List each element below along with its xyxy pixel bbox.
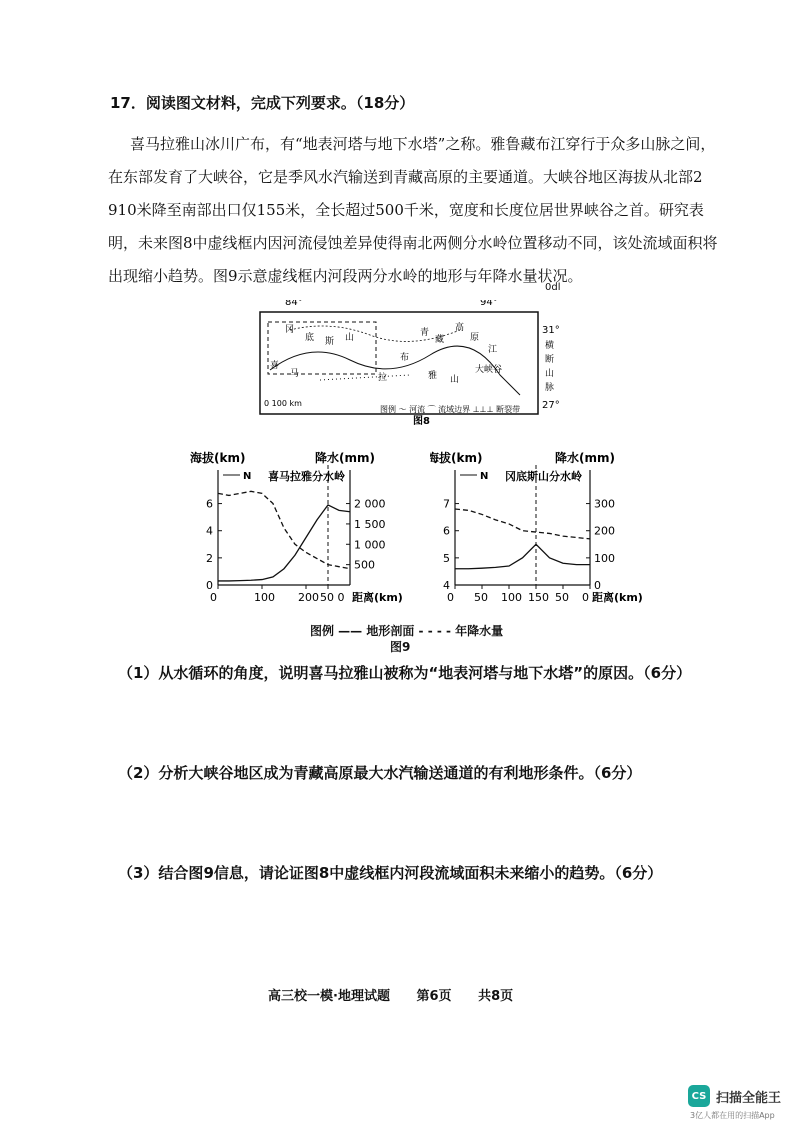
- chart-title: 冈底斯山分水岭: [505, 470, 582, 483]
- map-place: 山: [545, 369, 555, 379]
- precipitation-line: [455, 509, 590, 539]
- map-place: 青: [420, 328, 430, 338]
- terrain-line: [218, 505, 350, 581]
- x-tick-label: 0: [447, 591, 454, 604]
- margin-mark: 0dl: [545, 282, 561, 293]
- figure9-caption: 图9: [390, 640, 411, 654]
- footer-page: 第6页: [416, 989, 452, 1004]
- map-place: 藏: [435, 335, 445, 345]
- terrain-line: [455, 544, 590, 568]
- y-tick-label: 2: [206, 551, 213, 565]
- y-tick-label: 7: [443, 497, 450, 511]
- lat-label: 27°: [542, 400, 560, 411]
- x-axis-label: 距离(km): [592, 591, 643, 604]
- page-footer: [268, 985, 535, 1004]
- y2-tick-label: 200: [594, 524, 615, 538]
- lat-label: 31°: [542, 325, 560, 336]
- y2-tick-label: 300: [594, 497, 615, 511]
- map-place: 冈: [285, 325, 295, 335]
- map-place: 布: [400, 353, 410, 363]
- map-place: 断: [545, 355, 555, 365]
- figure9-legend: 图例 —— 地形剖面 - - - - 年降水量: [310, 624, 504, 638]
- map-scale: 0 100 km: [264, 399, 302, 408]
- map-place: 高: [455, 323, 465, 333]
- y-axis-label: 海拔(km): [190, 451, 246, 465]
- y-tick-label: 5: [443, 551, 450, 565]
- map-place: 雅: [428, 371, 438, 381]
- chart-title: 喜马拉雅分水岭: [268, 470, 345, 483]
- y-tick-label: 6: [206, 497, 213, 511]
- precipitation-line: [218, 491, 350, 568]
- map-place: 山: [345, 333, 355, 343]
- subquestion-1: （1）从水循环的角度，说明喜马拉雅山被称为“地表河塔与地下水塔”的原因。（6分）: [118, 664, 692, 682]
- map-place: 原: [470, 333, 480, 343]
- question-title: 17．阅读图文材料，完成下列要求。（18分）: [110, 94, 415, 112]
- y-tick-label: 4: [206, 524, 213, 538]
- map-place: 江: [488, 345, 498, 355]
- y-axis-label: 海拔(km): [430, 451, 483, 465]
- map-place: 拉: [378, 373, 388, 383]
- map-place: 斯: [325, 337, 335, 347]
- y2-tick-label: 500: [354, 558, 375, 572]
- subquestion-2: （2）分析大峡谷地区成为青藏高原最大水汽输送通道的有利地形条件。（6分）: [118, 764, 642, 782]
- map-place: 大峡谷: [475, 365, 503, 375]
- lon-label: 94°: [480, 300, 498, 308]
- camscanner-name: 扫描全能王: [716, 1090, 782, 1106]
- footer-total: 共8页: [478, 989, 514, 1004]
- figure8-map: [230, 300, 570, 429]
- footer-exam: 高三校一模·地理试题: [268, 989, 390, 1004]
- y-tick-label: 0: [206, 579, 213, 592]
- north-label: N: [480, 471, 489, 482]
- x-axis-label: 距离(km): [352, 591, 403, 604]
- y2-tick-label: 0: [594, 579, 601, 592]
- y2-tick-label: 100: [594, 551, 615, 565]
- x-tick-label: 0: [210, 591, 217, 604]
- camscanner-logo-icon: CS: [688, 1085, 710, 1107]
- y2-axis-label: 降水(mm): [555, 451, 615, 465]
- camscanner-watermark: [688, 1085, 781, 1107]
- map-place: 横: [545, 341, 555, 351]
- subquestion-3: （3）结合图9信息，请论证图8中虚线框内河段流域面积未来缩小的趋势。（6分）: [118, 864, 663, 882]
- x-tick-label: 0: [582, 591, 589, 604]
- chart-himalaya: [190, 445, 430, 624]
- x-tick-label: 50 0: [320, 591, 345, 604]
- map-place: 脉: [545, 383, 555, 393]
- x-tick-label: 100: [501, 591, 522, 604]
- y2-tick-label: 1 500: [354, 517, 386, 531]
- map-legend: 图例 〜 河流 ⌒ 流域边界 ⊥⊥⊥ 断裂带: [380, 405, 521, 414]
- map-place: 山: [450, 375, 460, 385]
- y2-tick-label: 1 000: [354, 538, 386, 552]
- map-place: 底: [305, 333, 315, 343]
- x-tick-label: 200: [298, 591, 319, 604]
- question-paragraph: 喜马拉雅山冰川广布，有“地表河塔与地下水塔”之称。雅鲁藏布江穿行于众多山脉之间，在东部发育了大峡谷，它是季风水汽输送到青藏高原的主要通道。大峡谷地区海拔从北部2 910米降至南部出口仅155米，全长超过500千米，宽度和长度位居世界峡谷之首。研究表明，未来图8中虚线框内因河流侵蚀差异使得南北两侧分水岭位置移动不同，该处流域面积将出现缩小趋势。图9示意虚线框内河段两分水岭的地形与年降水量状况。: [108, 135, 718, 285]
- map-place: 喜: [270, 361, 280, 371]
- x-tick-label: 100: [254, 591, 275, 604]
- y2-tick-label: 2 000: [354, 497, 386, 511]
- y2-axis-label: 降水(mm): [315, 451, 375, 465]
- y-tick-label: 6: [443, 524, 450, 538]
- lon-label: 84°: [285, 300, 303, 308]
- north-label: N: [243, 471, 252, 482]
- figure8-caption: 图8: [413, 416, 430, 425]
- y-tick-label: 4: [443, 579, 450, 592]
- chart-gangdise: [430, 445, 680, 624]
- map-place: 马: [290, 369, 300, 379]
- x-tick-label: 50: [474, 591, 488, 604]
- x-tick-label: 50: [555, 591, 569, 604]
- camscanner-tagline: 3亿人都在用的扫描App: [690, 1111, 775, 1120]
- x-tick-label: 150: [528, 591, 549, 604]
